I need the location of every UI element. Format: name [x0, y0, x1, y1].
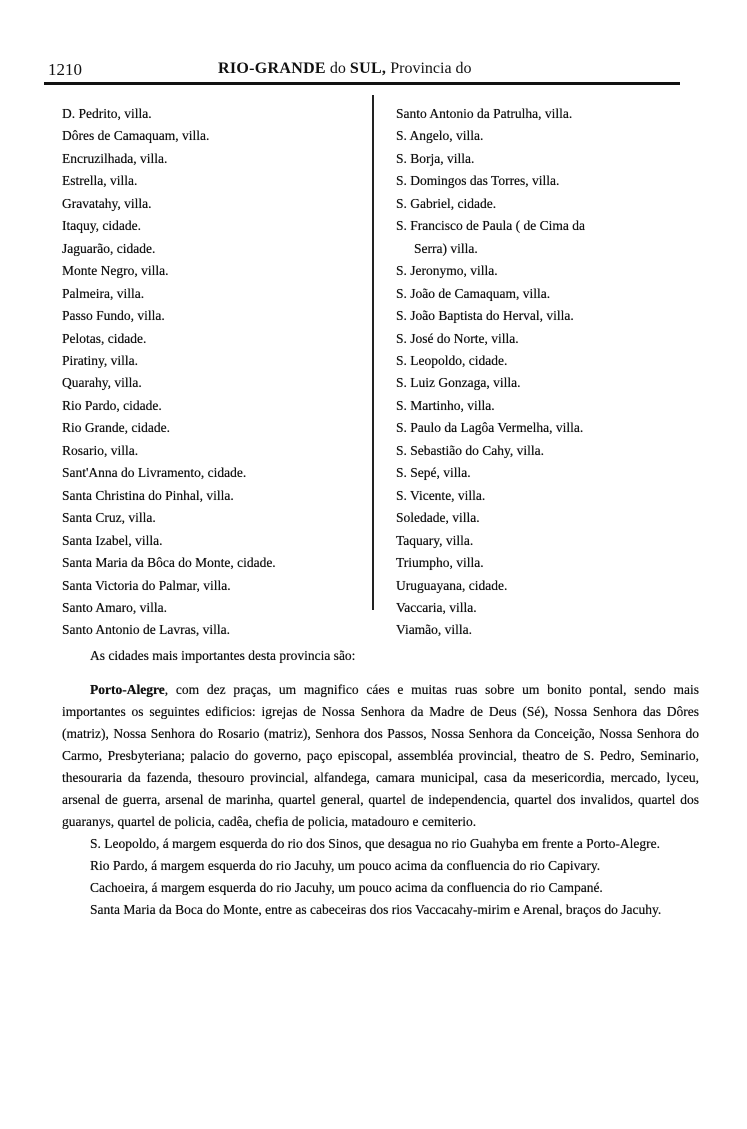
city-paragraph: Cachoeira, á margem esquerda do rio Jacuhy, um pouco acima da confluencia do rio Campané.	[90, 880, 603, 895]
column-divider	[372, 95, 374, 610]
list-item: S. Martinho, villa.	[396, 397, 495, 413]
list-item: Encruzilhada, villa.	[62, 150, 168, 166]
list-item: S. Gabriel, cidade.	[396, 195, 497, 211]
list-item: Santo Amaro, villa.	[62, 599, 167, 615]
list-item: Itaquy, cidade.	[62, 218, 141, 234]
list-item: Pelotas, cidade.	[62, 330, 147, 346]
list-item: S. Sebastião do Cahy, villa.	[396, 442, 544, 458]
list-item: Quarahy, villa.	[62, 375, 142, 391]
page-number: 1210	[48, 60, 82, 79]
list-item: Santo Antonio da Patrulha, villa.	[396, 106, 573, 121]
list-item: Santa Victoria do Palmar, villa.	[62, 577, 231, 593]
list-item: S. Francisco de Paula ( de Cima da	[396, 218, 585, 234]
list-item: Triumpho, villa.	[396, 555, 484, 571]
list-item: S. Angelo, villa.	[396, 128, 484, 144]
porto-alegre-paragraph	[62, 679, 699, 833]
list-item: S. Borja, villa.	[396, 150, 475, 166]
list-item: S. Sepé, villa.	[396, 465, 471, 481]
list-item: Sant'Anna do Livramento, cidade.	[62, 465, 247, 481]
intro-paragraph: As cidades mais importantes desta provincia são:	[90, 648, 356, 663]
list-item: Estrella, villa.	[62, 173, 138, 189]
list-item: Passo Fundo, villa.	[62, 308, 165, 324]
list-item: Rio Grande, cidade.	[62, 420, 170, 436]
list-item: Serra) villa.	[414, 240, 478, 256]
running-title	[218, 60, 472, 78]
list-item: Santa Maria da Bôca do Monte, cidade.	[62, 555, 276, 571]
header-rule	[44, 82, 680, 85]
list-item: Monte Negro, villa.	[62, 263, 169, 279]
list-item: Vaccaria, villa.	[396, 599, 477, 615]
title-part: SUL,	[349, 60, 387, 77]
body-text	[62, 645, 699, 921]
list-item: Piratiny, villa.	[62, 352, 138, 368]
list-item: S. Leopoldo, cidade.	[396, 352, 508, 368]
list-item: Santa Christina do Pinhal, villa.	[62, 487, 234, 503]
list-item: S. José do Norte, villa.	[396, 330, 519, 346]
page-header	[48, 60, 678, 82]
left-column-list	[62, 103, 362, 642]
list-item: Taquary, villa.	[396, 532, 474, 548]
list-item: S. Jeronymo, villa.	[396, 263, 498, 279]
list-item: S. João Baptista do Herval, villa.	[396, 308, 574, 324]
list-item: Gravatahy, villa.	[62, 195, 152, 211]
right-column-list	[396, 103, 716, 642]
city-paragraph: Rio Pardo, á margem esquerda do rio Jacuhy, um pouco acima da confluencia do rio Capivary.	[90, 858, 601, 873]
porto-alegre-name: Porto-Alegre	[90, 682, 165, 697]
list-item: Viamão, villa.	[396, 622, 473, 638]
list-item: S. Vicente, villa.	[396, 487, 486, 503]
title-part: do	[325, 60, 350, 77]
list-item: Dôres de Camaquam, villa.	[62, 128, 210, 144]
list-item: Uruguayana, cidade.	[396, 577, 508, 593]
city-paragraph: S. Leopoldo, á margem esquerda do rio dos Sinos, que desagua no rio Guahyba em frente a Porto-Alegre.	[90, 836, 660, 851]
list-item: S. Domingos das Torres, villa.	[396, 173, 560, 189]
list-item: Santa Izabel, villa.	[62, 532, 163, 548]
list-item: D. Pedrito, villa.	[62, 106, 152, 121]
list-item: Palmeira, villa.	[62, 285, 145, 301]
list-item: Santa Cruz, villa.	[62, 510, 156, 526]
list-item: S. João de Camaquam, villa.	[396, 285, 551, 301]
list-item: Santo Antonio de Lavras, villa.	[62, 622, 230, 638]
city-paragraph: Santa Maria da Boca do Monte, entre as cabeceiras dos rios Vaccacahy-mirim e Arenal, braços do Jacuhy.	[90, 902, 662, 917]
list-item: S. Paulo da Lagôa Vermelha, villa.	[396, 420, 584, 436]
title-part: RIO-GRANDE	[218, 60, 326, 77]
list-item: S. Luiz Gonzaga, villa.	[396, 375, 521, 391]
list-item: Soledade, villa.	[396, 510, 480, 526]
list-item: Jaguarão, cidade.	[62, 240, 156, 256]
title-part: Provincia do	[386, 60, 472, 77]
list-item: Rosario, villa.	[62, 442, 139, 458]
porto-alegre-text: , com dez praças, um magnifico cáes e muitas ruas sobre um bonito pontal, sendo mais importantes os seguintes edificios: igrejas de Nossa Senhora da Madre de Deus (Sé), Nossa Senhora das Dôres (matriz), Nossa Senhora do Rosario (matriz), Senhora dos Passos, Nossa Senhora da Conceição, Nossa Senhora do Carmo, Presbyteriana; palacio do governo, paço episcopal, assembléa provincial, theatro de S. Pedro, Seminario, thesouraria da fazenda, thesouro provincial, alfandega, camara municipal, casa da mesericordia, mercado, lyceu, arsenal de guerra, arsenal de marinha, quartel general, quartel de independencia, quartel dos invalidos, quartel dos guaranys, quartel de policia, cadêa, chefia de policia, matadouro e cemiterio.	[62, 682, 699, 829]
list-item: Rio Pardo, cidade.	[62, 397, 162, 413]
